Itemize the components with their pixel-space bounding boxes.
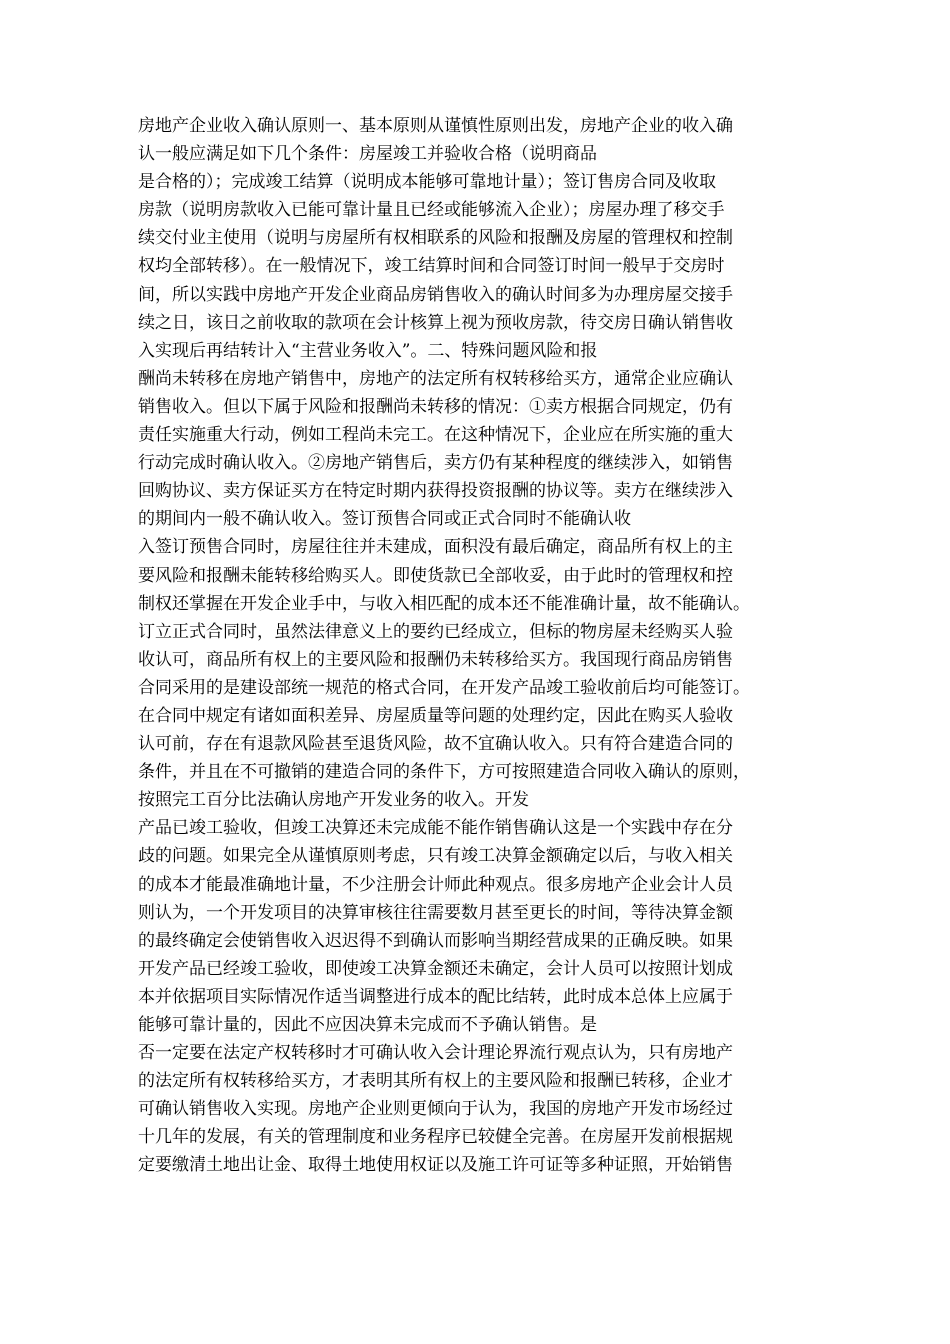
text-line: 可确认销售收入实现。房地产企业则更倾向于认为，我国的房地产开发市场经过: [138, 1099, 733, 1120]
text-line: 在合同中规定有诸如面积差异、房屋质量等问题的处理约定，因此在购买人验收: [138, 705, 733, 726]
text-line: 行动完成时确认收入。②房地产销售后，卖方仍有某种程度的继续涉入，如销售: [138, 453, 733, 474]
text-line: 产品已竣工验收，但竣工决算还未完成能不能作销售确认这是一个实践中存在分: [138, 818, 733, 839]
text-line: 本并依据项目实际情况作适当调整进行成本的配比结转，此时成本总体上应属于: [138, 986, 733, 1007]
text-line: 否一定要在法定产权转移时才可确认收入会计理论界流行观点认为，只有房地产: [138, 1043, 733, 1064]
text-line: 的法定所有权转移给买方，才表明其所有权上的主要风险和报酬已转移，企业才: [138, 1071, 733, 1092]
text-line: 房款（说明房款收入已能可靠计量且已经或能够流入企业）；房屋办理了移交手: [138, 200, 725, 221]
text-line: 权均全部转移）。在一般情况下，竣工结算时间和合同签订时间一般早于交房时: [138, 256, 725, 277]
text-line: 的最终确定会使销售收入迟迟得不到确认而影响当期经营成果的正确反映。如果: [138, 930, 733, 951]
text-line: 认一般应满足如下几个条件：房屋竣工并验收合格（说明商品: [138, 144, 597, 165]
text-line: 入实现后再结转计入“主营业务收入”。二、特殊问题风险和报: [138, 340, 598, 361]
text-line: 续交付业主使用（说明与房屋所有权相联系的风险和报酬及房屋的管理权和控制: [138, 228, 733, 249]
text-line: 回购协议、卖方保证买方在特定时期内获得投资报酬的协议等。卖方在继续涉入: [138, 481, 733, 502]
body-text: [138, 112, 818, 1180]
text-line: 间，所以实践中房地产开发企业商品房销售收入的确认时间多为办理房屋交接手: [138, 284, 733, 305]
text-line: 订立正式合同时，虽然法律意义上的要约已经成立，但标的物房屋未经购买人验: [138, 621, 733, 642]
text-line: 定要缴清土地出让金、取得土地使用权证以及施工许可证等多种证照，开始销售: [138, 1155, 733, 1176]
text-line: 按照完工百分比法确认房地产开发业务的收入。开发: [138, 790, 529, 811]
text-line: 条件，并且在不可撤销的建造合同的条件下，方可按照建造合同收入确认的原则，: [138, 762, 750, 783]
text-line: 合同采用的是建设部统一规范的格式合同，在开发产品竣工验收前后均可能签订。: [138, 677, 750, 698]
text-line: 的期间内一般不确认收入。签订预售合同或正式合同时不能确认收: [138, 509, 631, 530]
text-line: 入签订预售合同时，房屋往往并未建成，面积没有最后确定，商品所有权上的主: [138, 537, 733, 558]
text-line: 要风险和报酬未能转移给购买人。即使货款已全部收妥，由于此时的管理权和控: [138, 565, 733, 586]
text-line: 歧的问题。如果完全从谨慎原则考虑，只有竣工决算金额确定以后，与收入相关: [138, 846, 733, 867]
text-line: 酬尚未转移在房地产销售中，房地产的法定所有权转移给买方，通常企业应确认: [138, 368, 733, 389]
text-line: 则认为，一个开发项目的决算审核往往需要数月甚至更长的时间，等待决算金额: [138, 902, 733, 923]
text-line: 收认可，商品所有权上的主要风险和报酬仍未转移给买方。我国现行商品房销售: [138, 649, 733, 670]
text-line: 续之日，该日之前收取的款项在会计核算上视为预收房款，待交房日确认销售收: [138, 312, 733, 333]
text-line: 是合格的）；完成竣工结算（说明成本能够可靠地计量）；签订售房合同及收取: [138, 172, 716, 193]
text-line: 开发产品已经竣工验收，即使竣工决算金额还未确定，会计人员可以按照计划成: [138, 958, 733, 979]
text-line: 房地产企业收入确认原则一、基本原则从谨慎性原则出发，房地产企业的收入确: [138, 116, 733, 136]
text-line: 责任实施重大行动，例如工程尚未完工。在这种情况下，企业应在所实施的重大: [138, 425, 733, 446]
text-line: 销售收入。但以下属于风险和报酬尚未转移的情况：①卖方根据合同规定，仍有: [138, 396, 733, 417]
text-line: 制权还掌握在开发企业手中，与收入相匹配的成本还不能准确计量，故不能确认。: [138, 593, 750, 614]
text-line: 认可前，存在有退款风险甚至退货风险，故不宜确认收入。只有符合建造合同的: [138, 734, 733, 755]
text-line: 的成本才能最准确地计量，不少注册会计师此种观点。很多房地产企业会计人员: [138, 874, 733, 895]
text-line: 能够可靠计量的，因此不应因决算未完成而不予确认销售。是: [138, 1015, 597, 1035]
text-line: 十几年的发展，有关的管理制度和业务程序已较健全完善。在房屋开发前根据规: [138, 1127, 733, 1148]
